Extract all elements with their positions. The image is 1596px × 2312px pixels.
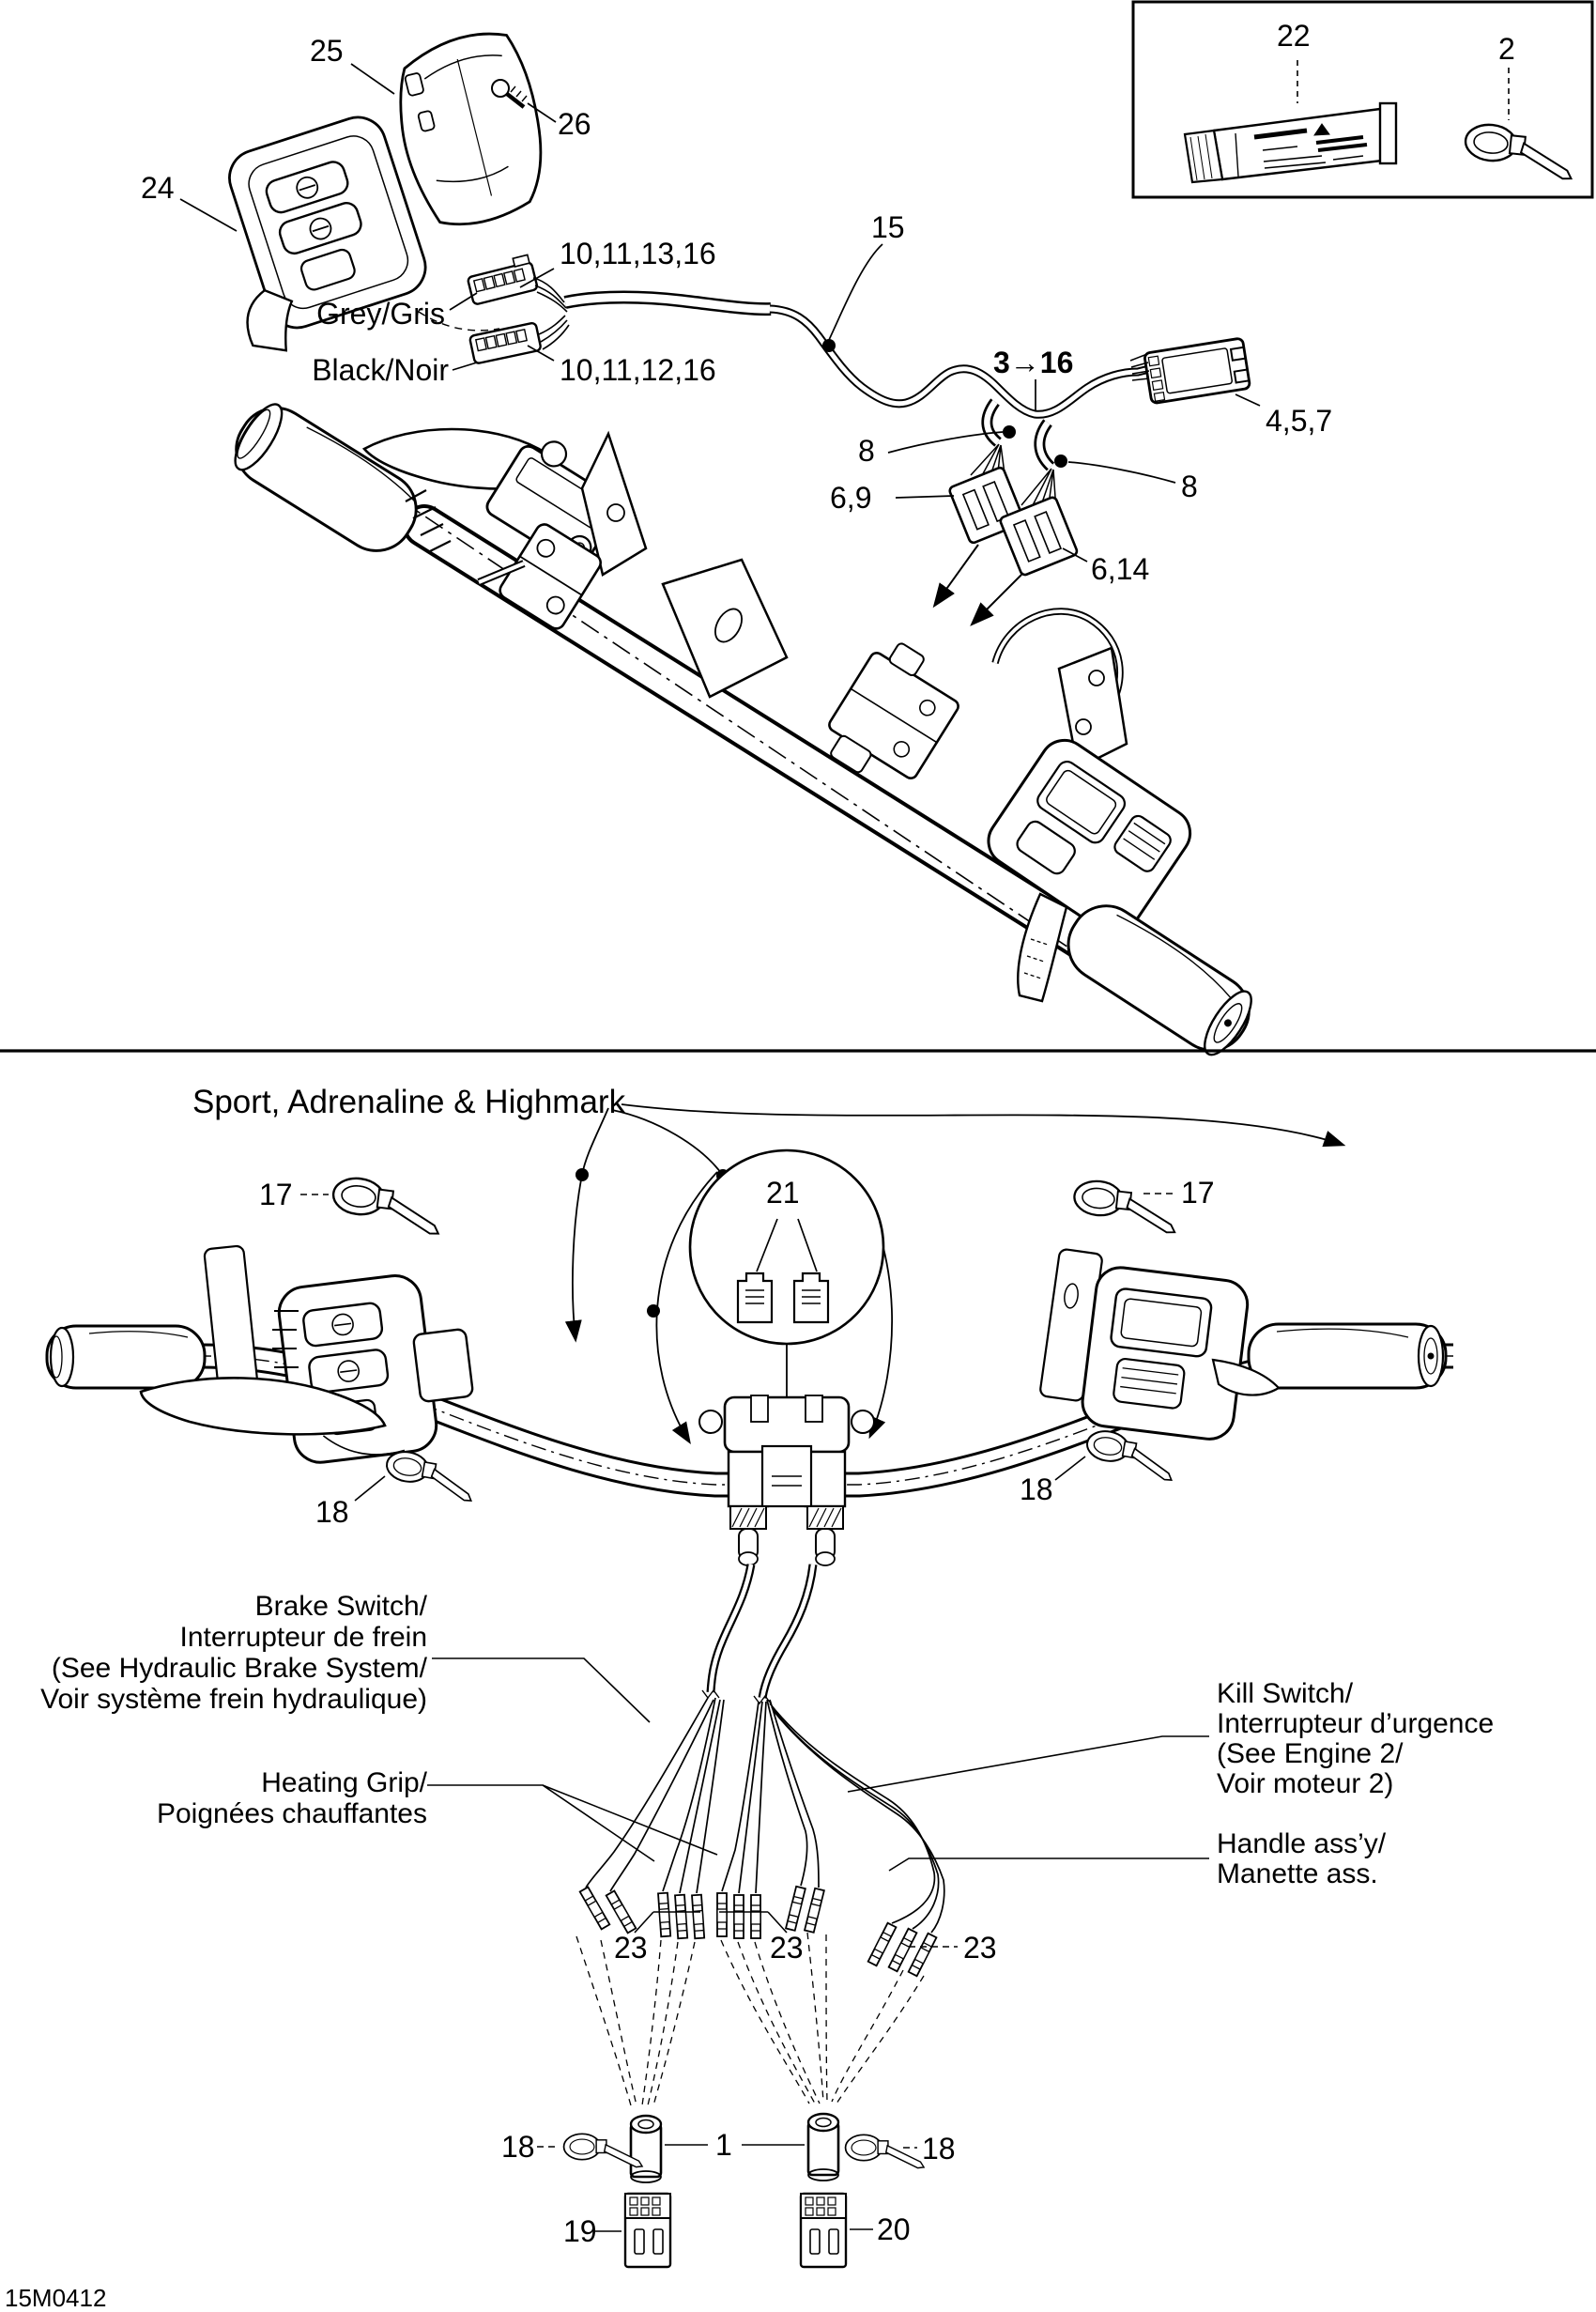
callout-black-pins: 10,11,12,16 [560,353,716,387]
retaining-clip-icon [738,1273,772,1322]
inset-parts-box [1133,2,1592,197]
left-switch-housing [276,1272,439,1465]
sealing-compound-tube-icon [1185,103,1396,182]
callout-18-bottom-left: 18 [501,2130,535,2164]
callout-17-right: 17 [1181,1176,1215,1210]
heating-grip-note [33,1767,427,1829]
callout-23-left: 23 [614,1931,648,1965]
model-title: Sport, Adrenaline & Highmark [192,1084,626,1120]
cable-tie-icon [1072,1179,1179,1233]
brake-switch-note-line: (See Hydraulic Brake System/ [51,1653,427,1684]
callout-22: 22 [1277,19,1311,53]
brake-switch-note-line: Voir système frein hydraulique) [40,1684,427,1715]
callout-2: 2 [1498,32,1515,66]
callout-23-mid: 23 [770,1931,804,1965]
label-black: Black/Noir [312,353,449,387]
kill-switch-note-line: Interrupteur d’urgence [1217,1708,1495,1739]
callout-614: 6,14 [1091,552,1150,586]
kill-switch-note-line: Voir moteur 2) [1217,1768,1394,1799]
drawing-number: 15M0412 [5,2284,107,2312]
kill-switch-note-line: (See Engine 2/ [1217,1738,1404,1769]
connector-20-icon [801,2194,846,2267]
handle-assy-note-line: Manette ass. [1217,1858,1378,1889]
kill-switch-note [1217,1679,1494,1799]
callout-17-left: 17 [259,1178,293,1211]
callout-18-bottom-right: 18 [922,2132,956,2166]
callout-18-left: 18 [315,1495,349,1529]
brake-switch-note [33,1591,427,1715]
brake-switch-note-line: Interrupteur de frein [179,1622,427,1653]
heating-grip-note-line: Heating Grip/ [261,1767,427,1798]
heating-grip-note-line: Poignées chauffantes [156,1798,427,1829]
handle-assy-note-line: Handle ass’y/ [1217,1828,1387,1859]
callout-23-right: 23 [963,1931,997,1965]
grommet-sleeve-icon [631,2116,661,2182]
callout-19: 19 [563,2214,597,2248]
callout-8-right: 8 [1181,470,1198,503]
grey-connector [466,254,567,312]
callout-26: 26 [558,107,591,141]
housing-cover-25 [383,24,559,236]
black-connector [469,316,569,364]
cable-tie-icon [1083,1428,1178,1481]
cable-tie-icon [330,1176,444,1235]
kill-switch-note-line: Kill Switch/ [1217,1678,1354,1709]
callout-1: 1 [715,2128,732,2162]
callout-8-left: 8 [858,434,875,468]
right-grip [1249,1324,1446,1388]
cable-tie-icon [1463,122,1575,179]
callout-69: 6,9 [830,481,872,515]
connector-19-icon [625,2194,670,2267]
cable-tie-icon [383,1449,478,1502]
callout-3-16: 3→16 [993,346,1074,379]
callout-21: 21 [766,1176,800,1210]
callout-15: 15 [871,210,905,244]
steering-assembly [223,394,1263,1064]
grommet-sleeve-icon [808,2114,838,2181]
callout-457: 4,5,7 [1266,404,1333,438]
main-connector-457 [1130,338,1251,404]
callout-24: 24 [141,171,175,205]
branch-connector-69 [935,402,1025,605]
handle-assy-note [1217,1829,1386,1889]
callout-20: 20 [877,2212,911,2246]
cable-tie-icon [846,2135,925,2167]
retaining-clip-icon [794,1273,828,1322]
left-grip [47,1326,205,1388]
callout-18-right: 18 [1020,1472,1053,1506]
callout-25: 25 [310,34,344,68]
callout-grey-pins: 10,11,13,16 [560,237,716,270]
right-switch-housing [1080,1265,1251,1441]
brake-switch-note-line: Brake Switch/ [254,1591,427,1622]
label-grey: Grey/Gris [316,297,445,331]
